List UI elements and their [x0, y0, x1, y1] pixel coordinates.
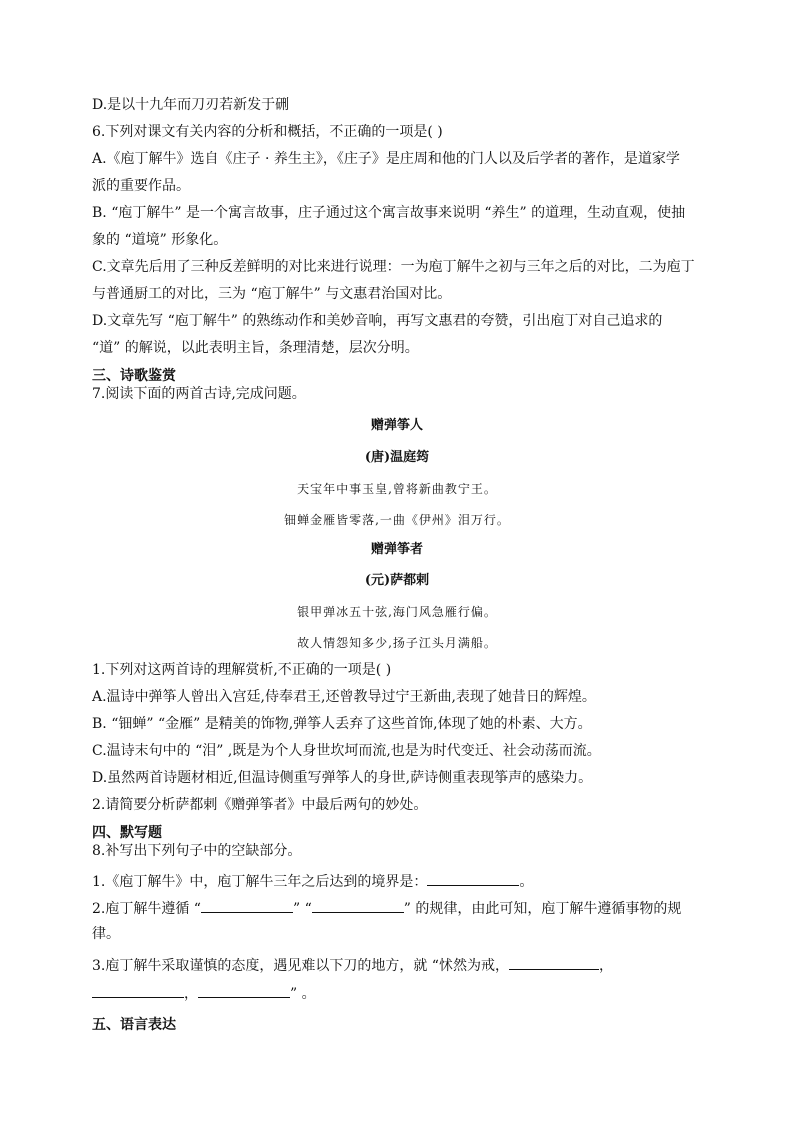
- q6-option-a-line1: A.《庖丁解牛》选自《庄子 · 养生主》，《庄子》是庄周和他的门人以及后学者的著作，是道家学: [92, 151, 680, 167]
- q6-option-b-line2: 象的 “道境” 形象化。: [92, 232, 228, 248]
- q5-option-d: D.是以十九年而刀刃若新发于硎: [92, 97, 290, 113]
- q8-s3-end: ” 。: [290, 986, 316, 1002]
- poem1-line1: 天宝年中事玉皇,曾将新曲教宁王。: [297, 482, 497, 496]
- q8-stem: 8.补写出下列句子中的空缺部分。: [92, 843, 302, 859]
- q8-s3-blank2[interactable]: [92, 983, 184, 998]
- q8-s2-blank2[interactable]: [312, 898, 404, 913]
- q8-s1-suffix: 。: [519, 874, 534, 890]
- poem2-title: 赠弹筝者: [370, 542, 423, 557]
- q8-s2-blank1[interactable]: [201, 898, 293, 913]
- q8-sentence2: [92, 898, 712, 918]
- poem2-line1: 银甲弹冰五十弦,海门风急雁行偏。: [297, 605, 497, 619]
- q7-sub1-option-a: A.温诗中弹筝人曾出入宫廷,侍奉君王,还曾教导过宁王新曲,表现了她昔日的辉煌。: [92, 689, 596, 705]
- q8-s3-blank1[interactable]: [509, 955, 599, 970]
- q6-option-c-line1: C.文章先后用了三种反差鲜明的对比来进行说理：一为庖丁解牛之初与三年之后的对比，二为庖丁: [92, 259, 695, 275]
- poem1-author: (唐)温庭筠: [364, 450, 430, 465]
- q6-option-a-line2: 派的重要作品。: [92, 178, 190, 194]
- q8-s3-blank3[interactable]: [198, 983, 290, 998]
- q7-sub2: 2.请简要分析萨都剌《赠弹筝者》中最后两句的妙处。: [92, 797, 428, 813]
- q7-sub1-option-c: C.温诗末句中的 “泪” ,既是为个人身世坎坷而流,也是为时代变迁、社会动荡而流。: [92, 743, 601, 759]
- q7-sub1-option-d: D.虽然两首诗题材相近,但温诗侧重写弹筝人的身世,萨诗侧重表现筝声的感染力。: [92, 770, 593, 786]
- section5-heading: 五、语言表达: [92, 1017, 176, 1033]
- q6-option-d-line2: “道” 的解说，以此表明主旨，条理清楚，层次分明。: [92, 340, 419, 356]
- q8-sentence3: [92, 955, 712, 975]
- q8-s3-comma: ，: [598, 958, 613, 974]
- q8-s2-mid: ” “: [292, 901, 312, 917]
- q8-s3-comma2: ，: [184, 986, 198, 1002]
- q8-s1-prefix: 1.《庖丁解牛》中，庖丁解牛三年之后达到的境界是：: [92, 874, 428, 890]
- q8-s2-suffix: ” 的规律，由此可知，庖丁解牛遵循事物的规: [403, 901, 682, 917]
- q7-sub1-stem: 1.下列对这两首诗的理解赏析,不正确的一项是( ): [92, 662, 392, 678]
- section3-heading: 三、诗歌鉴赏: [92, 368, 176, 384]
- q6-option-d-line1: D.文章先写 “庖丁解牛” 的熟练动作和美妙音响，再写文惠君的夸赞，引出庖丁对自己追求的: [92, 313, 663, 329]
- q8-sentence3-cont: [92, 983, 712, 1003]
- q8-s1-blank[interactable]: [427, 871, 519, 886]
- q7-sub1-option-b: B. “钿蝉” “金雁” 是精美的饰物,弹筝人丢弃了这些首饰,体现了她的朴素、大方。: [92, 716, 592, 732]
- q8-sentence1: [92, 871, 712, 891]
- section4-heading: 四、默写题: [92, 825, 162, 841]
- q8-s3-prefix: 3.庖丁解牛采取谨慎的态度，遇见难以下刀的地方，就 “怵然为戒，: [92, 958, 509, 974]
- q7-stem: 7.阅读下面的两首古诗,完成问题。: [92, 386, 306, 402]
- q8-s2-prefix: 2.庖丁解牛遵循 “: [92, 901, 201, 917]
- poem2-author: (元)萨都剌: [364, 573, 430, 588]
- q6-stem: 6.下列对课文有关内容的分析和概括，不正确的一项是( ): [92, 124, 443, 140]
- q8-s2-continuation: 律。: [92, 926, 120, 942]
- poem1-line2: 钿蝉金雁皆零落,一曲《伊州》泪万行。: [284, 513, 510, 527]
- poem1-title: 赠弹筝人: [370, 418, 423, 433]
- q6-option-b-line1: B. “庖丁解牛” 是一个寓言故事，庄子通过这个寓言故事来说明 “养生” 的道理，生动直观，使抽: [92, 205, 686, 221]
- poem2-line2: 故人情怨知多少,扬子江头月满船。: [297, 636, 497, 650]
- q6-option-c-line2: 与普通厨工的对比，三为 “庖丁解牛” 与文惠君治国对比。: [92, 286, 452, 302]
